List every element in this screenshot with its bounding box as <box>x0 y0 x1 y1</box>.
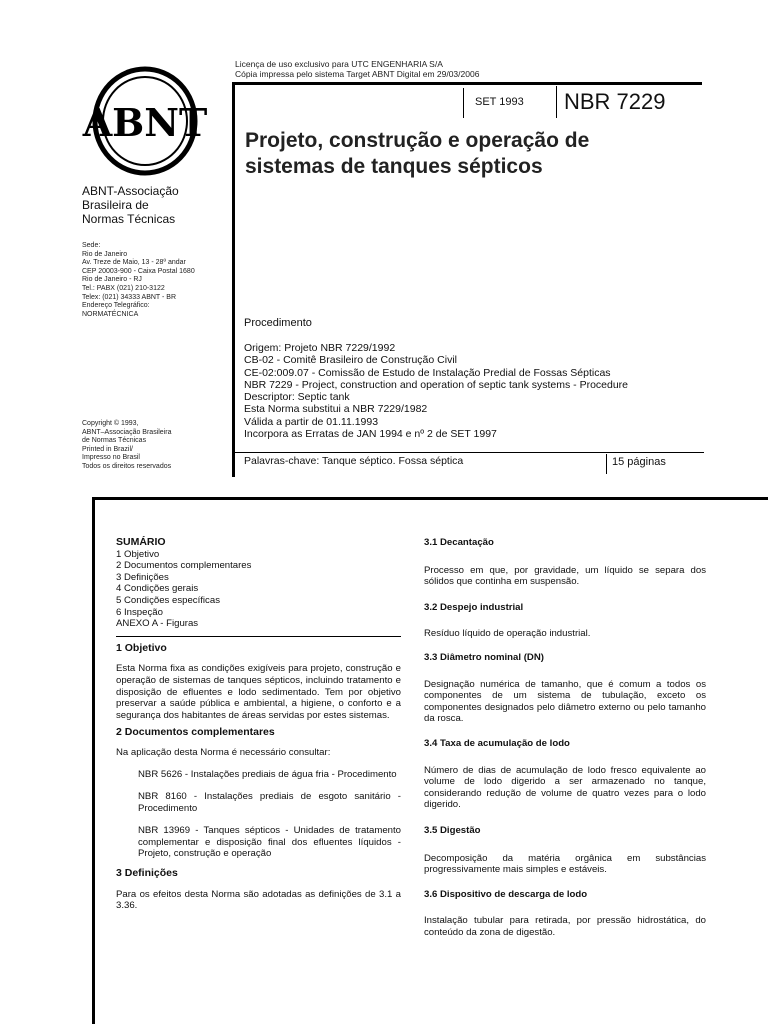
org-name-line: ABNT-Associação <box>82 184 179 198</box>
address-line: Rio de Janeiro <box>82 250 128 258</box>
address-line: Endereço Telegráfico: <box>82 302 150 310</box>
origin-line: Incorpora as Erratas de JAN 1994 e nº 2 de SET 1997 <box>244 428 497 441</box>
reference-item: NBR 8160 - Instalações prediais de esgoto sanitário - Procedimento <box>138 791 401 814</box>
org-name-line: Brasileira de <box>82 198 149 212</box>
section-text: Na aplicação desta Norma é necessário consultar: <box>116 746 331 758</box>
publication-date: SET 1993 <box>475 96 524 108</box>
definition-text: Número de dias de acumulação de lodo fresco equivalente ao volume de lodo digerido a ser armazenado no tanque, considerando redução de volume de quatro vezes para o lodo digerido. <box>424 764 706 811</box>
document-title <box>245 128 589 180</box>
address-line: Rio de Janeiro - RJ <box>82 276 142 284</box>
copyright-notice <box>82 420 171 472</box>
copyright-line: Printed in Brazil/ <box>82 445 133 453</box>
summary-rule <box>116 636 401 637</box>
copyright-line: Copyright © 1993, <box>82 420 139 427</box>
summary-item: 3 Definições <box>116 571 169 583</box>
copyright-line: Impresso no Brasil <box>82 454 140 462</box>
definition-title: 3.6 Dispositivo de descarga de lodo <box>424 888 588 900</box>
org-name-line: Normas Técnicas <box>82 212 176 226</box>
body-top-rule <box>92 497 768 500</box>
header-vertical-rule <box>232 82 235 477</box>
license-line-1: Licença de uso exclusivo para UTC ENGENHARIA S/A <box>235 59 443 69</box>
summary-item: 5 Condições específicas <box>116 594 220 606</box>
copyright-line: de Normas Técnicas <box>82 437 147 445</box>
license-line-2: Cópia impressa pelo sistema Target ABNT Digital em 29/03/2006 <box>235 69 480 79</box>
pages-separator <box>606 454 607 474</box>
reference-item: NBR 13969 - Tanques sépticos - Unidades de tratamento complementar e disposição final dos efluentes líquidos - Projeto, construção e operação <box>138 825 401 860</box>
right-column <box>424 537 706 938</box>
body-left-rule <box>92 497 95 1024</box>
origin-line: Válida a partir de 01.11.1993 <box>244 415 379 428</box>
copyright-line: ABNT–Associação Brasileira <box>82 428 172 436</box>
summary-item: 2 Documentos complementares <box>116 560 252 572</box>
section-title: 1 Objetivo <box>116 641 167 654</box>
definition-title: 3.4 Taxa de acumulação de lodo <box>424 737 570 749</box>
logo-text: ABNT <box>82 100 208 145</box>
address-line: Sede: <box>82 242 101 249</box>
origin-line: CE-02:009.07 - Comissão de Estudo de Instalação Predial de Fossas Sépticas <box>244 366 611 379</box>
date-separator <box>463 88 464 118</box>
summary <box>116 537 401 630</box>
summary-item: ANEXO A - Figuras <box>116 618 199 630</box>
license-notice <box>235 59 479 79</box>
header-top-rule <box>232 82 702 85</box>
origin-line: NBR 7229 - Project, construction and operation of septic tank systems - Procedure <box>244 378 629 391</box>
definition-title: 3.1 Decantação <box>424 537 494 548</box>
definition-title: 3.2 Despejo industrial <box>424 601 524 613</box>
section-title: 3 Definições <box>116 867 178 880</box>
definition-text: Instalação tubular para retirada, por pressão hidrostática, do conteúdo da zona de digestão. <box>424 915 706 938</box>
origin-line: Descriptor: Septic tank <box>244 391 350 404</box>
page-count: 15 páginas <box>612 456 666 468</box>
origin-line: Esta Norma substitui a NBR 7229/1982 <box>244 403 428 416</box>
definition-text: Designação numérica de tamanho, que é comum a todos os componentes de um sistema de tubulação, exceto os componentes designados pelo diâmetro externo ou pelo tamanho da rosca. <box>424 678 706 725</box>
definition-title: 3.3 Diâmetro nominal (DN) <box>424 651 544 663</box>
definition-text: Resíduo líquido de operação industrial. <box>424 628 591 640</box>
origin-line: CB-02 - Comitê Brasileiro de Construção Civil <box>244 354 457 367</box>
keywords: Palavras-chave: Tanque séptico. Fossa séptica <box>244 455 464 467</box>
summary-item: 4 Condições gerais <box>116 583 199 595</box>
document-type: Procedimento <box>244 317 312 329</box>
reference-item: NBR 5626 - Instalações prediais de água fria - Procedimento <box>138 768 397 780</box>
section-title: 2 Documentos complementares <box>116 726 275 739</box>
copyright-line: Todos os direitos reservados <box>82 462 172 470</box>
summary-title: SUMÁRIO <box>116 536 166 548</box>
definition-text: Decomposição da matéria orgânica em substâncias progressivamente mais simples e estáveis. <box>424 852 706 876</box>
address-line: NORMATÉCNICA <box>82 310 139 318</box>
summary-item: 1 Objetivo <box>116 548 160 560</box>
address-line: Telex: (021) 34333 ABNT - BR <box>82 293 177 301</box>
address-line: CEP 20003-900 - Caixa Postal 1680 <box>82 267 195 275</box>
nbr-separator <box>556 86 557 118</box>
address-line: Tel.: PABX (021) 210-3122 <box>82 284 165 292</box>
origin-line: Origem: Projeto NBR 7229/1992 <box>244 342 396 354</box>
section-text: Esta Norma fixa as condições exigíveis para projeto, construção e operação de sistemas de tanques sépticos, incluindo tratamento e disposição de efluentes e lodo sedimentado. Tem por objetivo preservar a saúde pública e ambiental, a higiene, o conforto e a segurança dos habitantes de áreas servidas por estes sistemas. <box>116 663 401 721</box>
definition-title: 3.5 Digestão <box>424 824 481 836</box>
section-text: Para os efeitos desta Norma são adotadas as definições de 3.1 a 3.36. <box>116 888 401 912</box>
keywords-rule <box>234 452 704 453</box>
abnt-logo <box>82 66 208 176</box>
left-column <box>116 537 401 912</box>
address-line: Av. Treze de Maio, 13 - 28º andar <box>82 259 186 267</box>
title-line: Projeto, construção e operação de <box>245 129 590 152</box>
title-line: sistemas de tanques sépticos <box>245 155 543 178</box>
org-name <box>82 184 179 226</box>
origin-block <box>244 342 628 440</box>
summary-item: 6 Inspeção <box>116 606 163 618</box>
org-address <box>82 242 195 319</box>
standard-number: NBR 7229 <box>564 89 666 114</box>
definition-text: Processo em que, por gravidade, um líquido se separa dos sólidos que continha em suspensão. <box>424 564 706 588</box>
